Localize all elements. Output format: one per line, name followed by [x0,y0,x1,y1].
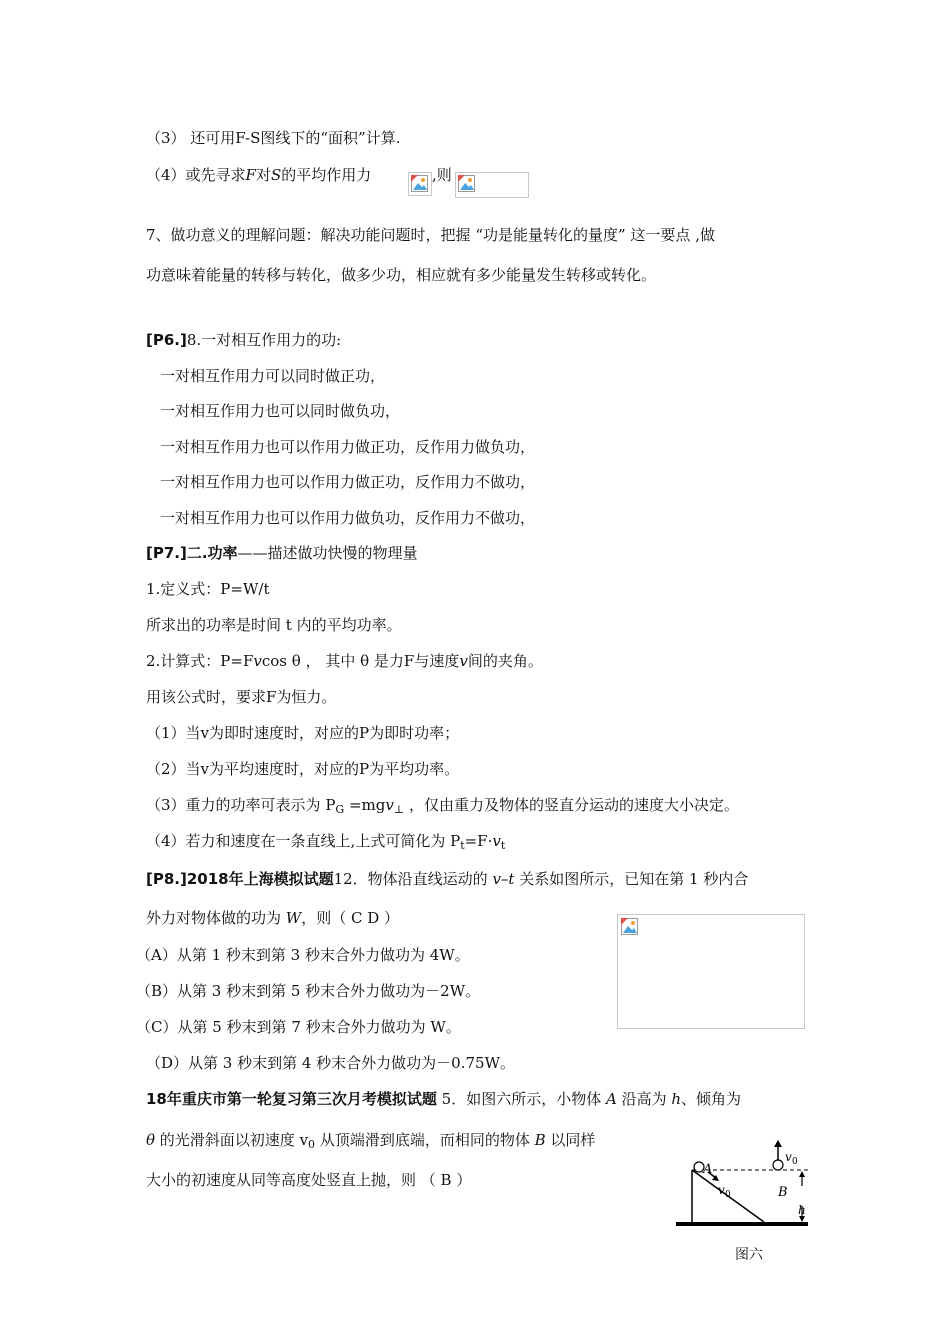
var-a: A [605,1090,617,1108]
text: ，则（ C D ） [301,909,400,927]
line-chongqing-question [146,1089,741,1109]
line-average-force [146,165,371,185]
text: =mg [344,796,386,814]
var-b: B [534,1131,546,1149]
text: 5．如图六所示，小物体 [436,1090,606,1108]
line-work-meaning-2: 功意味着能量的转移与转化，做多少功，相应就有多少能量发生转移或转化。 [146,266,657,284]
sub: ⊥ [393,803,405,816]
line-instant-power: （1）当v为即时速度时，对应的P为即时功率； [146,724,460,742]
formula-image-2 [455,172,529,198]
text: ，仅由重力及物体的竖直分运动的速度大小决定。 [404,796,739,814]
line-interaction-2: 一对相互作用力也可以同时做负功， [160,402,401,420]
line-area-method: （3） 还可用F-S图线下的“面积”计算. [146,129,401,147]
text: 关系如图所示，已知在第 1 秒内合 [514,870,749,888]
formula-image-1 [408,172,432,196]
line-p7-heading [146,543,418,563]
label-v0-b-sub: 0 [792,1157,798,1167]
var-f: F [245,166,256,184]
text: （4）或先寻求 [146,166,246,184]
line-gravity-power [146,795,739,820]
text: 2.计算式：P=F [146,652,254,670]
label-a: A [703,1162,713,1177]
vt-graph-image [617,914,805,1029]
sub: t [500,839,506,852]
label-b: B [778,1185,788,1200]
var-vt: v–t [492,870,515,888]
line-then: ,则 [432,166,452,184]
label-v0-a: v [718,1183,725,1197]
var-theta: θ [146,1131,156,1149]
var-h: h [671,1090,682,1108]
var-v: v [385,796,394,814]
var-v: v [459,652,468,670]
var-s: S [270,166,282,184]
text: cos θ ， 其中 θ 是力F与速度 [261,652,460,670]
line-simplified [146,831,505,856]
section-title: [P7.]二.功率 [146,544,238,562]
text: =F· [464,832,493,850]
sub: G [335,803,345,816]
broken-image-icon [411,175,429,193]
line-definition: 1.定义式：P=W/t [146,580,270,598]
text: ——描述做功快慢的物理量 [237,544,418,562]
text: 从顶端滑到底端，而相同的物体 [315,1131,535,1149]
line-average-power: 所求出的功率是时间 t 内的平均功率。 [146,616,402,634]
sub: t [460,839,465,852]
text: 沿高为 [616,1090,672,1108]
broken-image-icon [458,175,476,193]
option-a: （A）从第 1 秒末到第 3 秒末合外力做功为 4W。 [136,946,470,964]
text: （3）重力的功率可表示为 P [146,796,336,814]
line-interaction-5: 一对相互作用力也可以作用力做负功，反作用力不做功， [160,509,536,527]
line-interaction-1: 一对相互作用力可以同时做正功， [160,367,386,385]
label-v0-b: v [785,1150,792,1164]
figure-caption: 图六 [735,1247,763,1263]
var-v: v [253,652,262,670]
incline-diagram [672,1140,812,1232]
var-v: v [492,832,501,850]
ball-b [773,1160,783,1170]
line-p6-heading [146,330,341,350]
label-v0-a-sub: 0 [725,1190,731,1200]
line-chongqing-question-3: 大小的初速度从同等高度处竖直上抛，则 （ B ） [146,1171,472,1189]
line-interaction-4: 一对相互作用力也可以作用力做正功，反作用力不做功， [160,473,536,491]
text: 12．物体沿直线运动的 [333,870,493,888]
text: 的光滑斜面以初速度 v [155,1131,309,1149]
option-c: （C）从第 5 秒末到第 7 秒末合外力做功为 W。 [136,1018,461,1036]
label-h: h [798,1203,806,1217]
var-w: W [285,909,302,927]
text: 的平均作用力 [281,166,372,184]
line-mean-power: （2）当v为平均速度时，对应的P为平均功率。 [146,760,460,778]
line-work-meaning-1: 7、做功意义的理解问题：解决功能问题时，把握 “功是能量转化的量度” 这一要点 ,做 [146,226,715,244]
option-d: （D）从第 3 秒末到第 4 秒末合外力做功为－0.75W。 [146,1054,516,1072]
text: 8.一对相互作用力的功: [186,331,342,349]
line-p8-question [146,869,748,889]
text: 、倾角为 [681,1090,742,1108]
text: 间的夹角。 [467,652,543,670]
line-p8-question-2 [146,908,399,928]
line-interaction-3: 一对相互作用力也可以作用力做正功，反作用力做负功， [160,438,536,456]
line-constant-force: 用该公式时，要求F为恒力。 [146,688,337,706]
text: 对 [255,166,271,184]
page-ref: [P6.] [146,331,187,349]
source-title: [P8.]2018年上海模拟试题 [146,870,334,888]
broken-image-icon [621,918,639,936]
text: （4）若力和速度在一条直线上,上式可简化为 P [146,832,461,850]
line-chongqing-question-2 [146,1130,595,1155]
source-title: 18年重庆市第一轮复习第三次月考模拟试题 [146,1090,437,1108]
h-arrow-top-head [799,1171,805,1177]
line-calc-formula [146,651,543,671]
text: 外力对物体做的功为 [146,909,286,927]
option-b: （B）从第 3 秒末到第 5 秒末合外力做功为－2W。 [136,982,481,1000]
text: 以同样 [545,1131,596,1149]
arrow-up-head [774,1140,782,1147]
sub: 0 [308,1138,316,1151]
